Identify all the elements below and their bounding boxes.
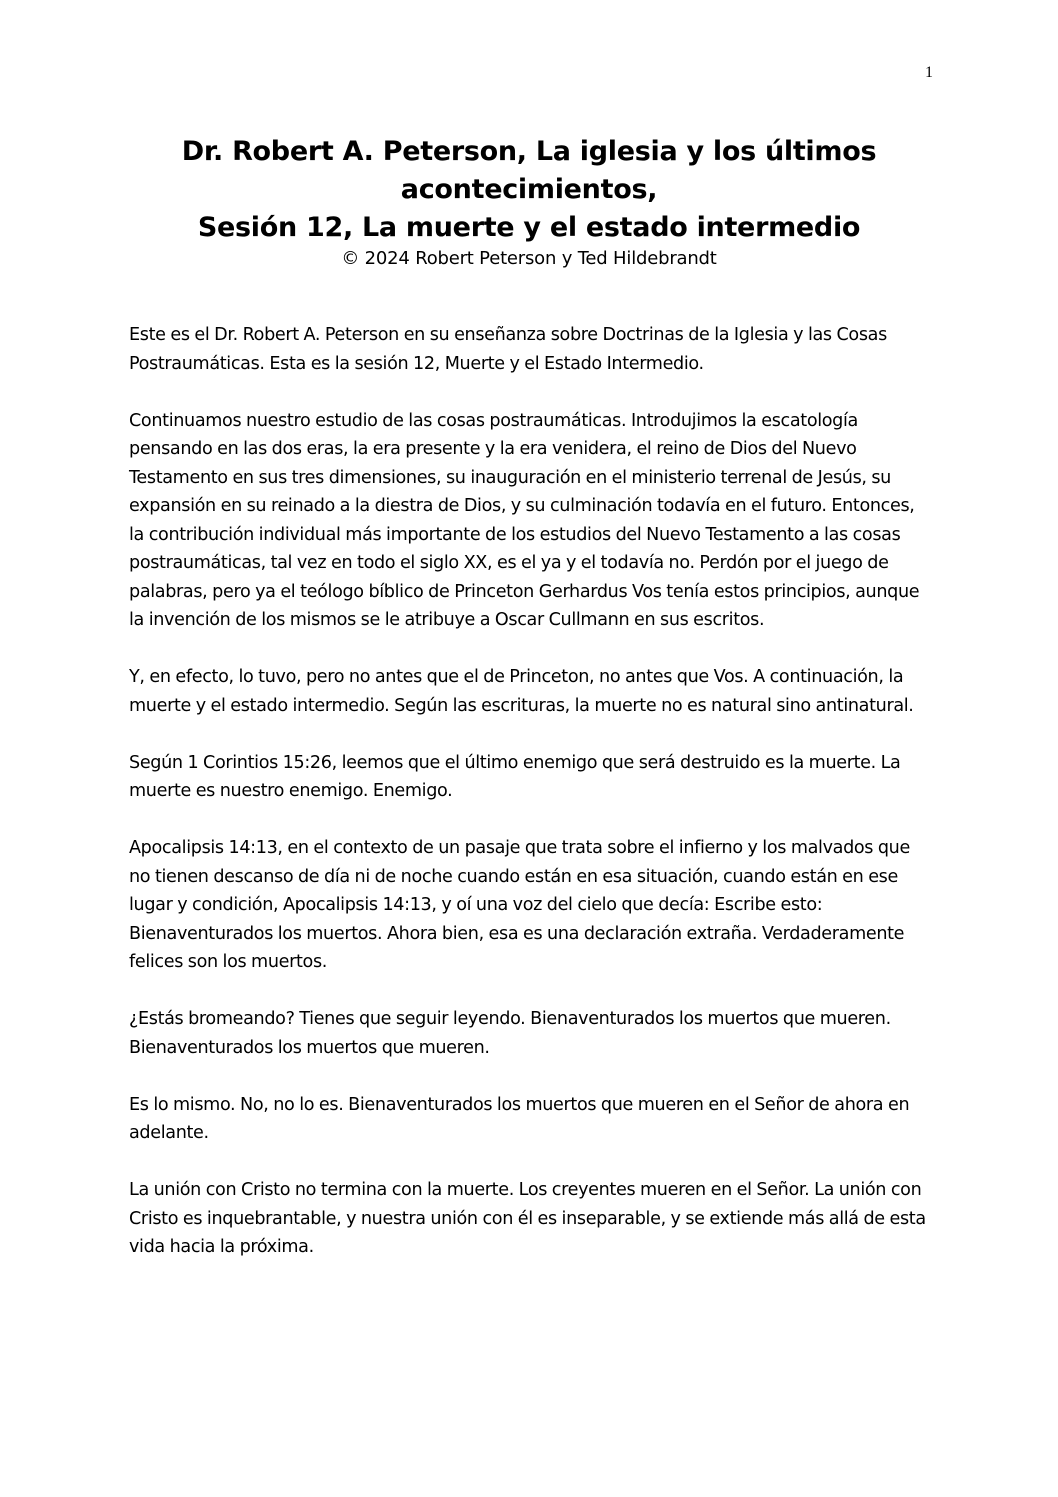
paragraph: ¿Estás bromeando? Tienes que seguir leyendo. Bienaventurados los muertos que mueren. Bienaventurados los muertos que mueren. bbox=[129, 1009, 891, 1058]
page-title-line-2: acontecimientos, bbox=[400, 174, 658, 205]
paragraph: Es lo mismo. No, no lo es. Bienaventurados los muertos que mueren en el Señor de ahora en adelante. bbox=[129, 1094, 910, 1143]
paragraph: La unión con Cristo no termina con la muerte. Los creyentes mueren en el Señor. La unión con Cristo es inquebrantable, y nuestra unión con él es inseparable, y se extiende más allá de esta vida hacia la próxima. bbox=[129, 1180, 926, 1257]
copyright-notice: © 2024 Robert Peterson y Ted Hildebrandt bbox=[341, 248, 717, 269]
paragraph: Según 1 Corintios 15:26, leemos que el último enemigo que será destruido es la muerte. La muerte es nuestro enemigo. Enemigo. bbox=[129, 752, 901, 801]
paragraph: Apocalipsis 14:13, en el contexto de un pasaje que trata sobre el infierno y los malvados que no tienen descanso de día ni de noche cuando están en esa situación, cuando están en ese lugar y condición, Apocalipsis 14:13, y oí una voz del cielo que decía: Escribe esto: Bienaventurados los muertos. Ahora bien, esa es una declaración extraña. Verdaderamente felices son los muertos. bbox=[129, 838, 910, 972]
page-number: 1 bbox=[925, 64, 933, 81]
page-title-line-1: Dr. Robert A. Peterson, La iglesia y los últimos bbox=[181, 136, 877, 167]
title-block bbox=[128, 133, 930, 271]
paragraph: Este es el Dr. Robert A. Peterson en su enseñanza sobre Doctrinas de la Iglesia y las Cosas Postraumáticas. Esta es la sesión 12, Muerte y el Estado Intermedio. bbox=[129, 325, 887, 374]
paragraph: Y, en efecto, lo tuvo, pero no antes que el de Princeton, no antes que Vos. A continuación, la muerte y el estado intermedio. Según las escrituras, la muerte no es natural sino antinatural. bbox=[129, 667, 914, 716]
paragraph: Continuamos nuestro estudio de las cosas postraumáticas. Introdujimos la escatología pensando en las dos eras, la era presente y la era venidera, el reino de Dios del Nuevo Testamento en sus tres dimensiones, su inauguración en el ministerio terrenal de Jesús, su expansión en su reinado a la diestra de Dios, y su culminación todavía en el futuro. Entonces, la contribución individual más importante de los estudios del Nuevo Testamento a las cosas postraumáticas, tal vez en todo el siglo XX, es el ya y el todavía no. Perdón por el juego de palabras, pero ya el teólogo bíblico de Princeton Gerhardus Vos tenía estos principios, aunque la invención de los mismos se le atribuye a Oscar Cullmann en sus escritos. bbox=[129, 410, 920, 630]
document-body bbox=[129, 321, 929, 1290]
page-title-line-3: Sesión 12, La muerte y el estado intermedio bbox=[197, 212, 861, 243]
